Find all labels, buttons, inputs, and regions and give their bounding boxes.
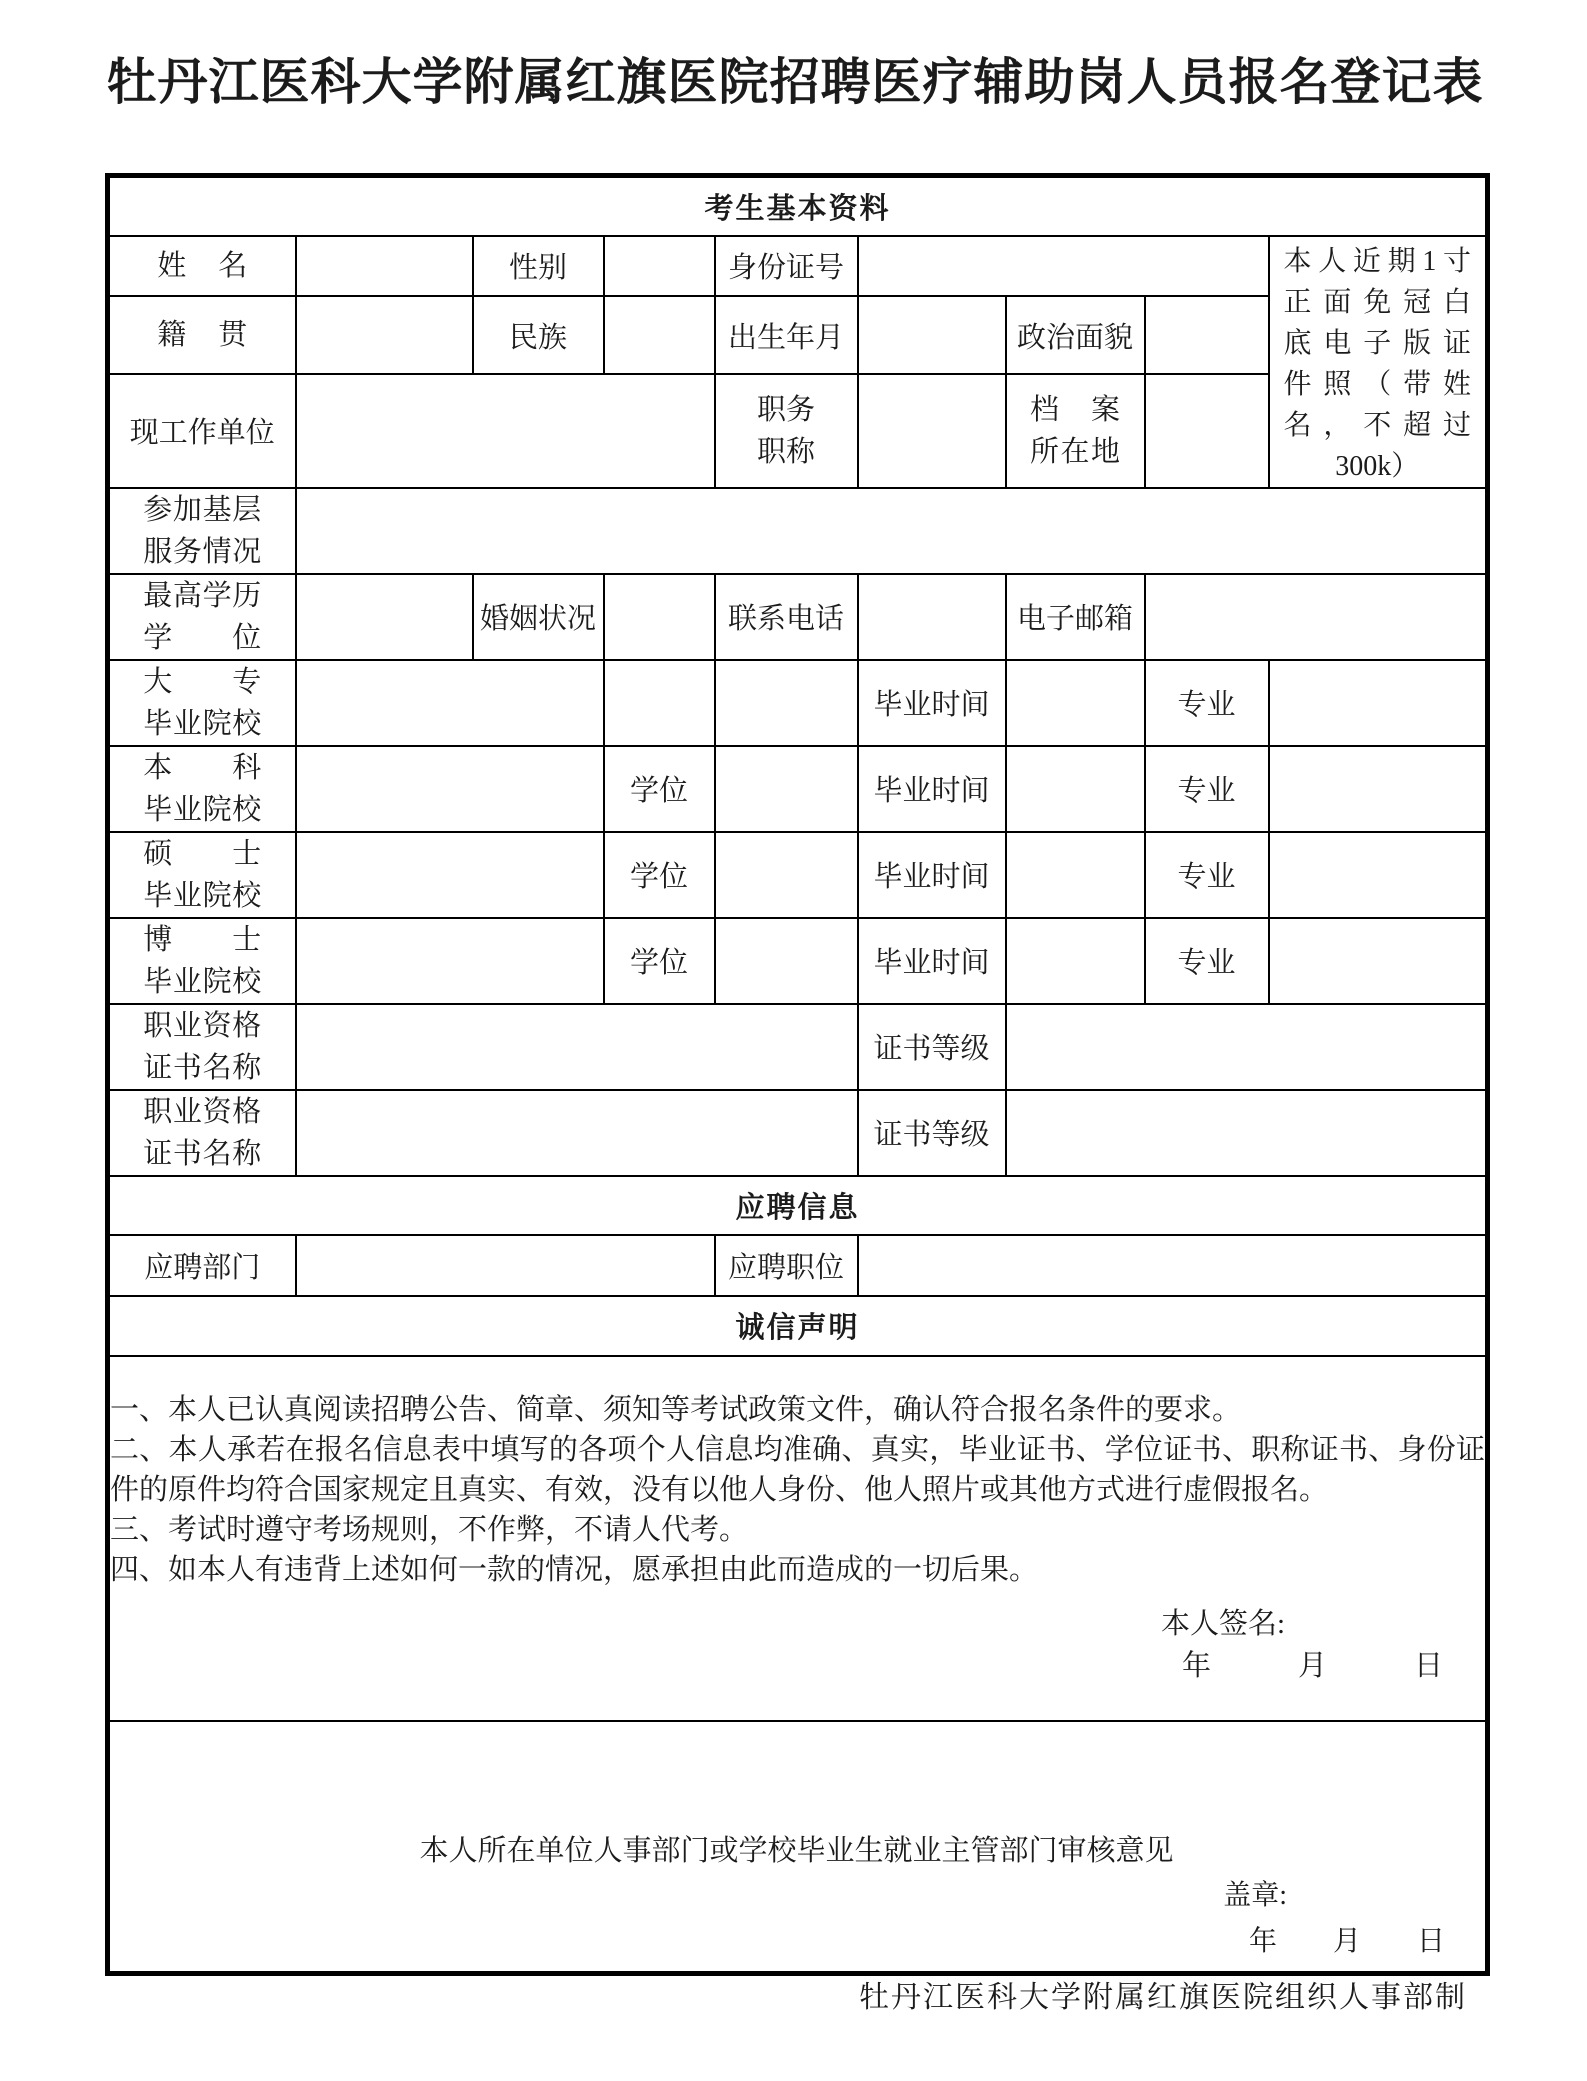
college-grad-time-input-cell[interactable]: [1006, 660, 1145, 746]
gender-label: 性别: [473, 236, 604, 297]
apply-department-label: 应聘部门: [108, 1235, 296, 1296]
contact-phone-label: 联系电话: [715, 574, 858, 660]
apply-department-input-cell[interactable]: [296, 1235, 715, 1296]
seal-label: 盖章:: [1223, 1880, 1288, 1911]
email-label: 电子邮箱: [1006, 574, 1145, 660]
declaration-item-1: 一、本人已认真阅读招聘公告、简章、须知等考试政策文件，确认符合报名条件的要求。: [110, 1394, 1242, 1426]
position-title-input-cell[interactable]: [858, 374, 1006, 487]
political-status-input-cell[interactable]: [1145, 296, 1269, 374]
position-title-label: 职务 职称: [715, 374, 858, 487]
id-number-input-cell[interactable]: [858, 236, 1269, 297]
cert-name-input-cell-1[interactable]: [296, 1004, 858, 1090]
integrity-declaration-cell: [108, 1356, 1488, 1721]
apply-info-section-header: 应聘信息: [108, 1176, 1488, 1235]
college-school-label: 大专 毕业院校: [108, 660, 296, 746]
cert-name-label-2: 职业资格 证书名称: [108, 1090, 296, 1176]
signature-date-line: 年 月 日: [1182, 1650, 1444, 1682]
page-title: 牡丹江医科大学附属红旗医院招聘医疗辅助岗人员报名登记表: [106, 54, 1484, 110]
marital-status-label: 婚姻状况: [473, 574, 604, 660]
gender-input-cell[interactable]: [604, 236, 715, 297]
cert-level-input-cell-1[interactable]: [1006, 1004, 1488, 1090]
master-grad-time-label: 毕业时间: [858, 832, 1006, 918]
cert-level-label-1: 证书等级: [858, 1004, 1006, 1090]
photo-instruction-cell: [1269, 236, 1488, 488]
declaration-items: [110, 1390, 1485, 1590]
bachelor-school-label: 本科 毕业院校: [108, 746, 296, 832]
grassroots-service-input-cell[interactable]: [296, 488, 1488, 574]
doctor-major-label: 专业: [1145, 918, 1269, 1004]
college-degree-label: [604, 660, 715, 746]
seal-date-line: 年 月 日: [1249, 1926, 1446, 1957]
native-place-label: 籍贯: [108, 296, 296, 374]
native-place-input-cell[interactable]: [296, 296, 473, 374]
college-degree-input-cell[interactable]: [715, 660, 858, 746]
bachelor-major-label: 专业: [1145, 746, 1269, 832]
marital-status-input-cell[interactable]: [604, 574, 715, 660]
archive-location-input-cell[interactable]: [1145, 374, 1269, 487]
name-input-cell[interactable]: [296, 236, 473, 297]
bachelor-grad-time-label: 毕业时间: [858, 746, 1006, 832]
doctor-school-label: 博士 毕业院校: [108, 918, 296, 1004]
email-input-cell[interactable]: [1145, 574, 1488, 660]
signature-label: 本人签名:: [1160, 1608, 1286, 1640]
declaration-item-2: 二、本人承若在报名信息表中填写的各项个人信息均准确、真实，毕业证书、学位证书、职称证书、身份证件的原件均符合国家规定且真实、有效，没有以他人身份、他人照片或其他方式进行虚假报名。: [110, 1434, 1486, 1506]
archive-location-label: 档案 所在地: [1006, 374, 1145, 487]
contact-phone-input-cell[interactable]: [858, 574, 1006, 660]
ethnicity-label: 民族: [473, 296, 604, 374]
college-grad-time-label: 毕业时间: [858, 660, 1006, 746]
master-school-label: 硕士 毕业院校: [108, 832, 296, 918]
political-status-label: 政治面貌: [1006, 296, 1145, 374]
college-major-input-cell[interactable]: [1269, 660, 1488, 746]
master-major-label: 专业: [1145, 832, 1269, 918]
doctor-grad-time-input-cell[interactable]: [1006, 918, 1145, 1004]
doctor-major-input-cell[interactable]: [1269, 918, 1488, 1004]
college-major-label: 专业: [1145, 660, 1269, 746]
work-unit-label: 现工作单位: [108, 374, 296, 487]
master-degree-input-cell[interactable]: [715, 832, 858, 918]
highest-education-input-cell[interactable]: [296, 574, 473, 660]
birth-date-input-cell[interactable]: [858, 296, 1006, 374]
master-grad-time-input-cell[interactable]: [1006, 832, 1145, 918]
declaration-item-4: 四、如本人有违背上述如何一款的情况，愿承担由此而造成的一切后果。: [110, 1554, 1039, 1586]
id-number-label: 身份证号: [715, 236, 858, 297]
doctor-degree-input-cell[interactable]: [715, 918, 858, 1004]
basic-info-section-header: 考生基本资料: [108, 176, 1488, 236]
bachelor-degree-input-cell[interactable]: [715, 746, 858, 832]
review-opinion-cell: [108, 1721, 1488, 1974]
bachelor-degree-label: 学位: [604, 746, 715, 832]
declaration-item-3: 三、考试时遵守考场规则，不作弊，不请人代考。: [110, 1514, 749, 1546]
apply-position-input-cell[interactable]: [858, 1235, 1488, 1296]
birth-date-label: 出生年月: [715, 296, 858, 374]
photo-instruction-text: 本人近期1寸 正面免冠白 底电子版证 件照（带姓 名，不超过 300k）: [1283, 245, 1472, 482]
form-footer: 牡丹江医科大学附属红旗医院组织人事部制: [859, 1981, 1467, 2014]
cert-level-input-cell-2[interactable]: [1006, 1090, 1488, 1176]
doctor-grad-time-label: 毕业时间: [858, 918, 1006, 1004]
doctor-school-input-cell[interactable]: [296, 918, 604, 1004]
grassroots-service-label: 参加基层 服务情况: [108, 488, 296, 574]
master-degree-label: 学位: [604, 832, 715, 918]
work-unit-input-cell[interactable]: [296, 374, 715, 487]
doctor-degree-label: 学位: [604, 918, 715, 1004]
review-opinion-label: 本人所在单位人事部门或学校毕业生就业主管部门审核意见: [419, 1835, 1174, 1868]
integrity-section-header: 诚信声明: [108, 1296, 1488, 1356]
college-school-input-cell[interactable]: [296, 660, 604, 746]
apply-position-label: 应聘职位: [715, 1235, 858, 1296]
highest-education-label: 最高学历 学位: [108, 574, 296, 660]
cert-name-input-cell-2[interactable]: [296, 1090, 858, 1176]
registration-form-table: [105, 173, 1490, 1976]
ethnicity-input-cell[interactable]: [604, 296, 715, 374]
bachelor-major-input-cell[interactable]: [1269, 746, 1488, 832]
bachelor-grad-time-input-cell[interactable]: [1006, 746, 1145, 832]
master-school-input-cell[interactable]: [296, 832, 604, 918]
cert-name-label-1: 职业资格 证书名称: [108, 1004, 296, 1090]
cert-level-label-2: 证书等级: [858, 1090, 1006, 1176]
bachelor-school-input-cell[interactable]: [296, 746, 604, 832]
master-major-input-cell[interactable]: [1269, 832, 1488, 918]
name-label: 姓名: [108, 236, 296, 297]
